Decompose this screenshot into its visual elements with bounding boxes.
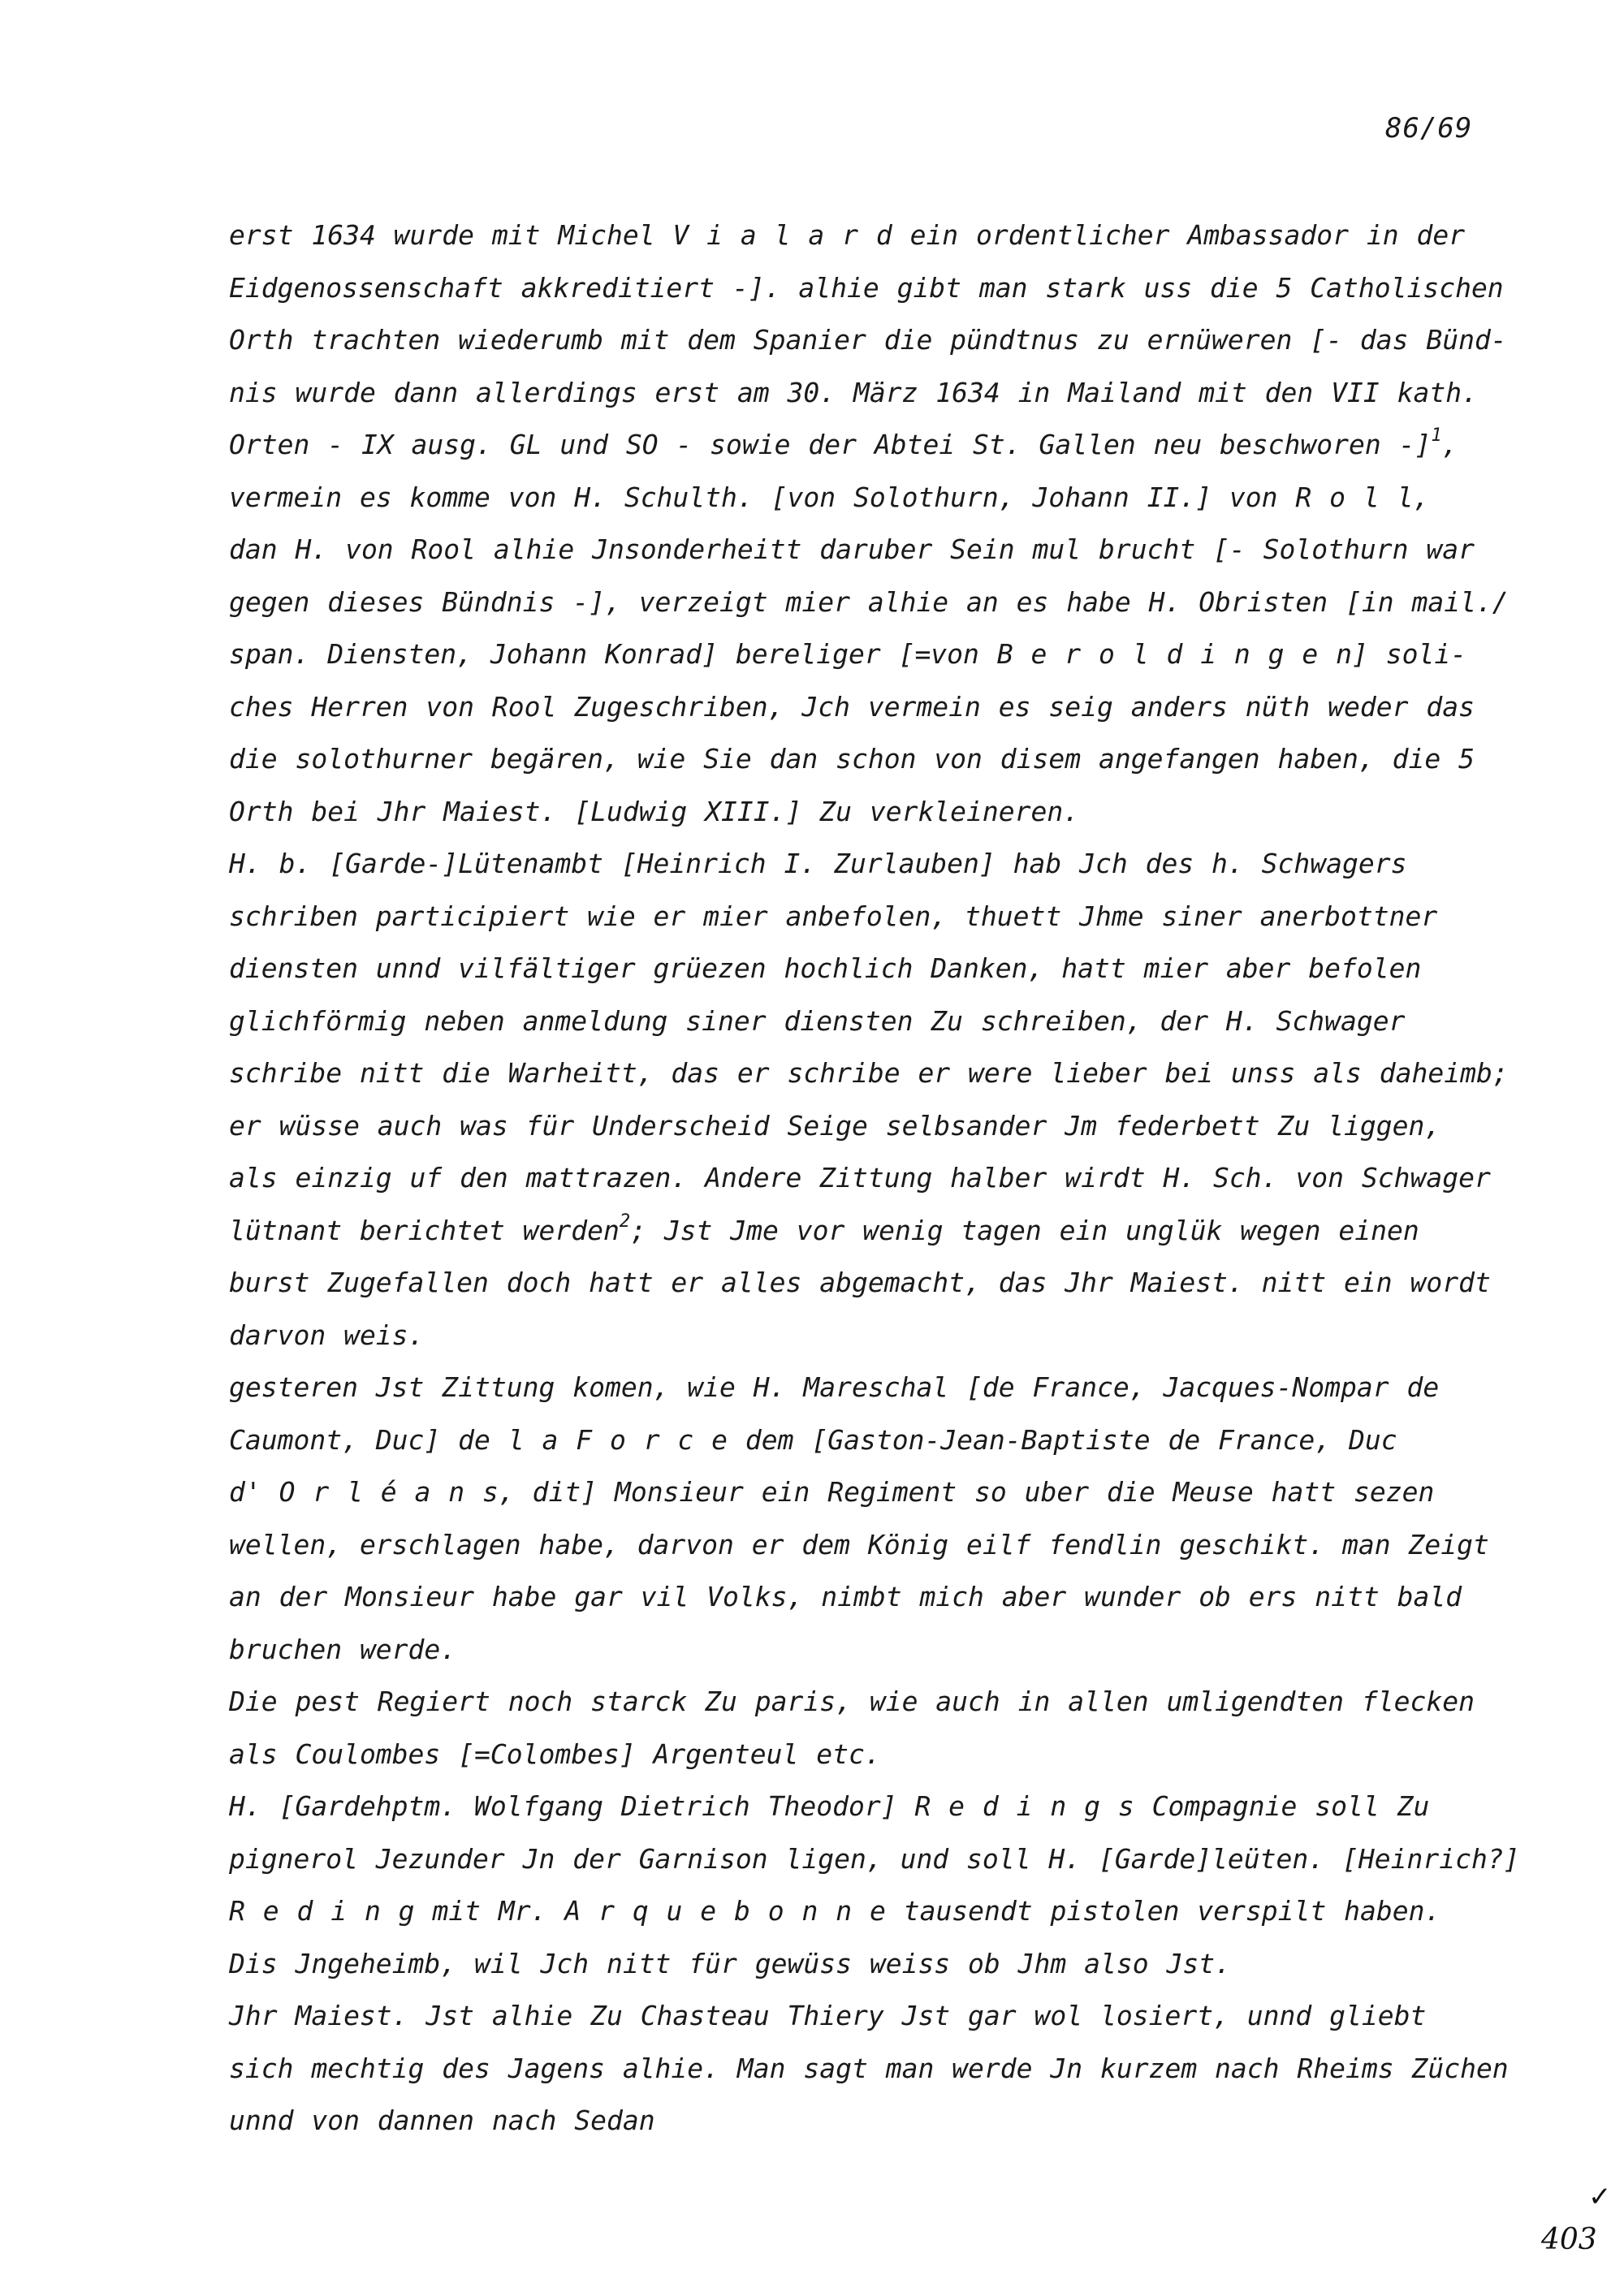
text-line: sich mechtig des Jagens alhie. Man sagt man werde Jn kurzem nach Rheims Züchen — [229, 2052, 1509, 2084]
text-line: gesteren Jst Zittung komen, wie H. Mareschal [de France, Jacques-Nompar de — [229, 1371, 1440, 1403]
text-line: d' O r l é a n s, dit] Monsieur ein Regiment so uber die Meuse hatt sezen — [229, 1476, 1435, 1508]
text-line: schriben participiert wie er mier anbefolen, thuett Jhme siner anerbottner — [229, 900, 1438, 932]
text-line: Orth bei Jhr Maiest. [Ludwig XIII.] Zu verkleineren. — [229, 795, 1080, 827]
folio-number: 403 — [1541, 2223, 1597, 2256]
text-line: burst Zugefallen doch hatt er alles abgemacht, das Jhr Maiest. nitt ein wordt — [229, 1267, 1491, 1298]
text-line — [229, 1205, 1561, 1258]
text-line-tail: ; Jst Jme vor wenig tagen ein unglük wegen einen — [630, 1214, 1419, 1246]
text-line: Die pest Regiert noch starck Zu paris, wie auch in allen umligendten flecken — [229, 1686, 1475, 1717]
text-line: als Coulombes [=Colombes] Argenteul etc. — [229, 1738, 881, 1770]
text-line: R e d i n g mit Mr. A r q u e b o n n e tausendt pistolen verspilt haben. — [229, 1895, 1441, 1927]
text-line: darvon weis. — [229, 1319, 425, 1351]
footnote-reference: 1 — [1431, 425, 1442, 446]
text-line: Eidgenossenschaft akkreditiert -]. alhie gibt man stark uss die 5 Catholischen — [229, 271, 1504, 304]
text-line: Orth trachten wiederumb mit dem Spanier die pündtnus zu ernüweren [- das Bünd- — [229, 324, 1507, 356]
text-line: Dis Jngeheimb, wil Jch nitt für gewüss weiss ob Jhm also Jst. — [229, 1947, 1231, 1979]
text-line: glichförmig neben anmeldung siner diensten Zu schreiben, der H. Schwager — [229, 1004, 1406, 1037]
text-line: erst 1634 wurde mit Michel V i a l a r d ein ordentlicher Ambassador in der — [229, 219, 1466, 251]
text-line: pignerol Jezunder Jn der Garnison ligen, und soll H. [Garde]leüten. [Heinrich?] — [229, 1842, 1520, 1875]
text-line: er wüsse auch was für Underscheid Seige selbsander Jm federbett Zu liggen, — [229, 1109, 1441, 1142]
text-line: unnd von dannen nach Sedan — [229, 2104, 655, 2136]
text-line: diensten unnd vilfältiger grüezen hochlich Danken, hatt mier aber befolen — [229, 952, 1422, 984]
text-line: als einzig uf den mattrazen. Andere Zittung halber wirdt H. Sch. von Schwager — [229, 1162, 1491, 1194]
text-line: Jhr Maiest. Jst alhie Zu Chasteau Thiery Jst gar wol losiert, unnd gliebt — [229, 2000, 1427, 2031]
footnote-reference: 2 — [619, 1211, 631, 1232]
check-mark-icon: ✓ — [1588, 2181, 1612, 2213]
text-line — [229, 419, 1561, 472]
text-line: ches Herren von Rool Zugeschriben, Jch vermein es seig anders nüth weder das — [229, 690, 1475, 723]
text-line: vermein es komme von H. Schulth. [von Solothurn, Johann II.] von R o l l, — [229, 481, 1430, 513]
text-line: dan H. von Rool alhie Jnsonderheitt daruber Sein mul brucht [- Solothurn war — [229, 533, 1475, 565]
text-line: bruchen werde. — [229, 1633, 457, 1665]
text-line: span. Diensten, Johann Konrad] bereliger [=von B e r o l d i n g e n] soli- — [229, 638, 1467, 670]
text-line: an der Monsieur habe gar vil Volks, nimbt mich aber wunder ob ers nitt bald — [229, 1581, 1462, 1612]
text-line: gegen dieses Bündnis -], verzeigt mier alhie an es habe H. Obristen [in mail./ — [229, 585, 1509, 618]
transcription-body — [229, 209, 1561, 2148]
page-number: 86/69 — [1385, 112, 1473, 145]
text-line: Caumont, Duc] de l a F o r c e dem [Gaston-Jean-Baptiste de France, Duc — [229, 1423, 1397, 1456]
text-line-content: Orten - IX ausg. GL und SO - sowie der Abtei St. Gallen neu beschworen -] — [229, 429, 1432, 460]
text-line: wellen, erschlagen habe, darvon er dem König eilf fendlin geschikt. man Zeigt — [229, 1528, 1489, 1561]
text-line: H. [Gardehptm. Wolfgang Dietrich Theodor] R e d i n g s Compagnie soll Zu — [229, 1790, 1430, 1822]
text-line: nis wurde dann allerdings erst am 30. März 1634 in Mailand mit den VII kath. — [229, 376, 1478, 408]
text-line-tail: , — [1441, 429, 1458, 460]
text-line: H. b. [Garde-]Lütenambt [Heinrich I. Zurlauben] hab Jch des h. Schwagers — [229, 848, 1407, 879]
text-line-content: lütnant berichtet werden — [229, 1214, 620, 1246]
text-line: die solothurner begären, wie Sie dan schon von disem angefangen haben, die 5 — [229, 743, 1475, 775]
text-line: schribe nitt die Warheitt, das er schribe er were lieber bei unss als daheimb; — [229, 1057, 1509, 1089]
